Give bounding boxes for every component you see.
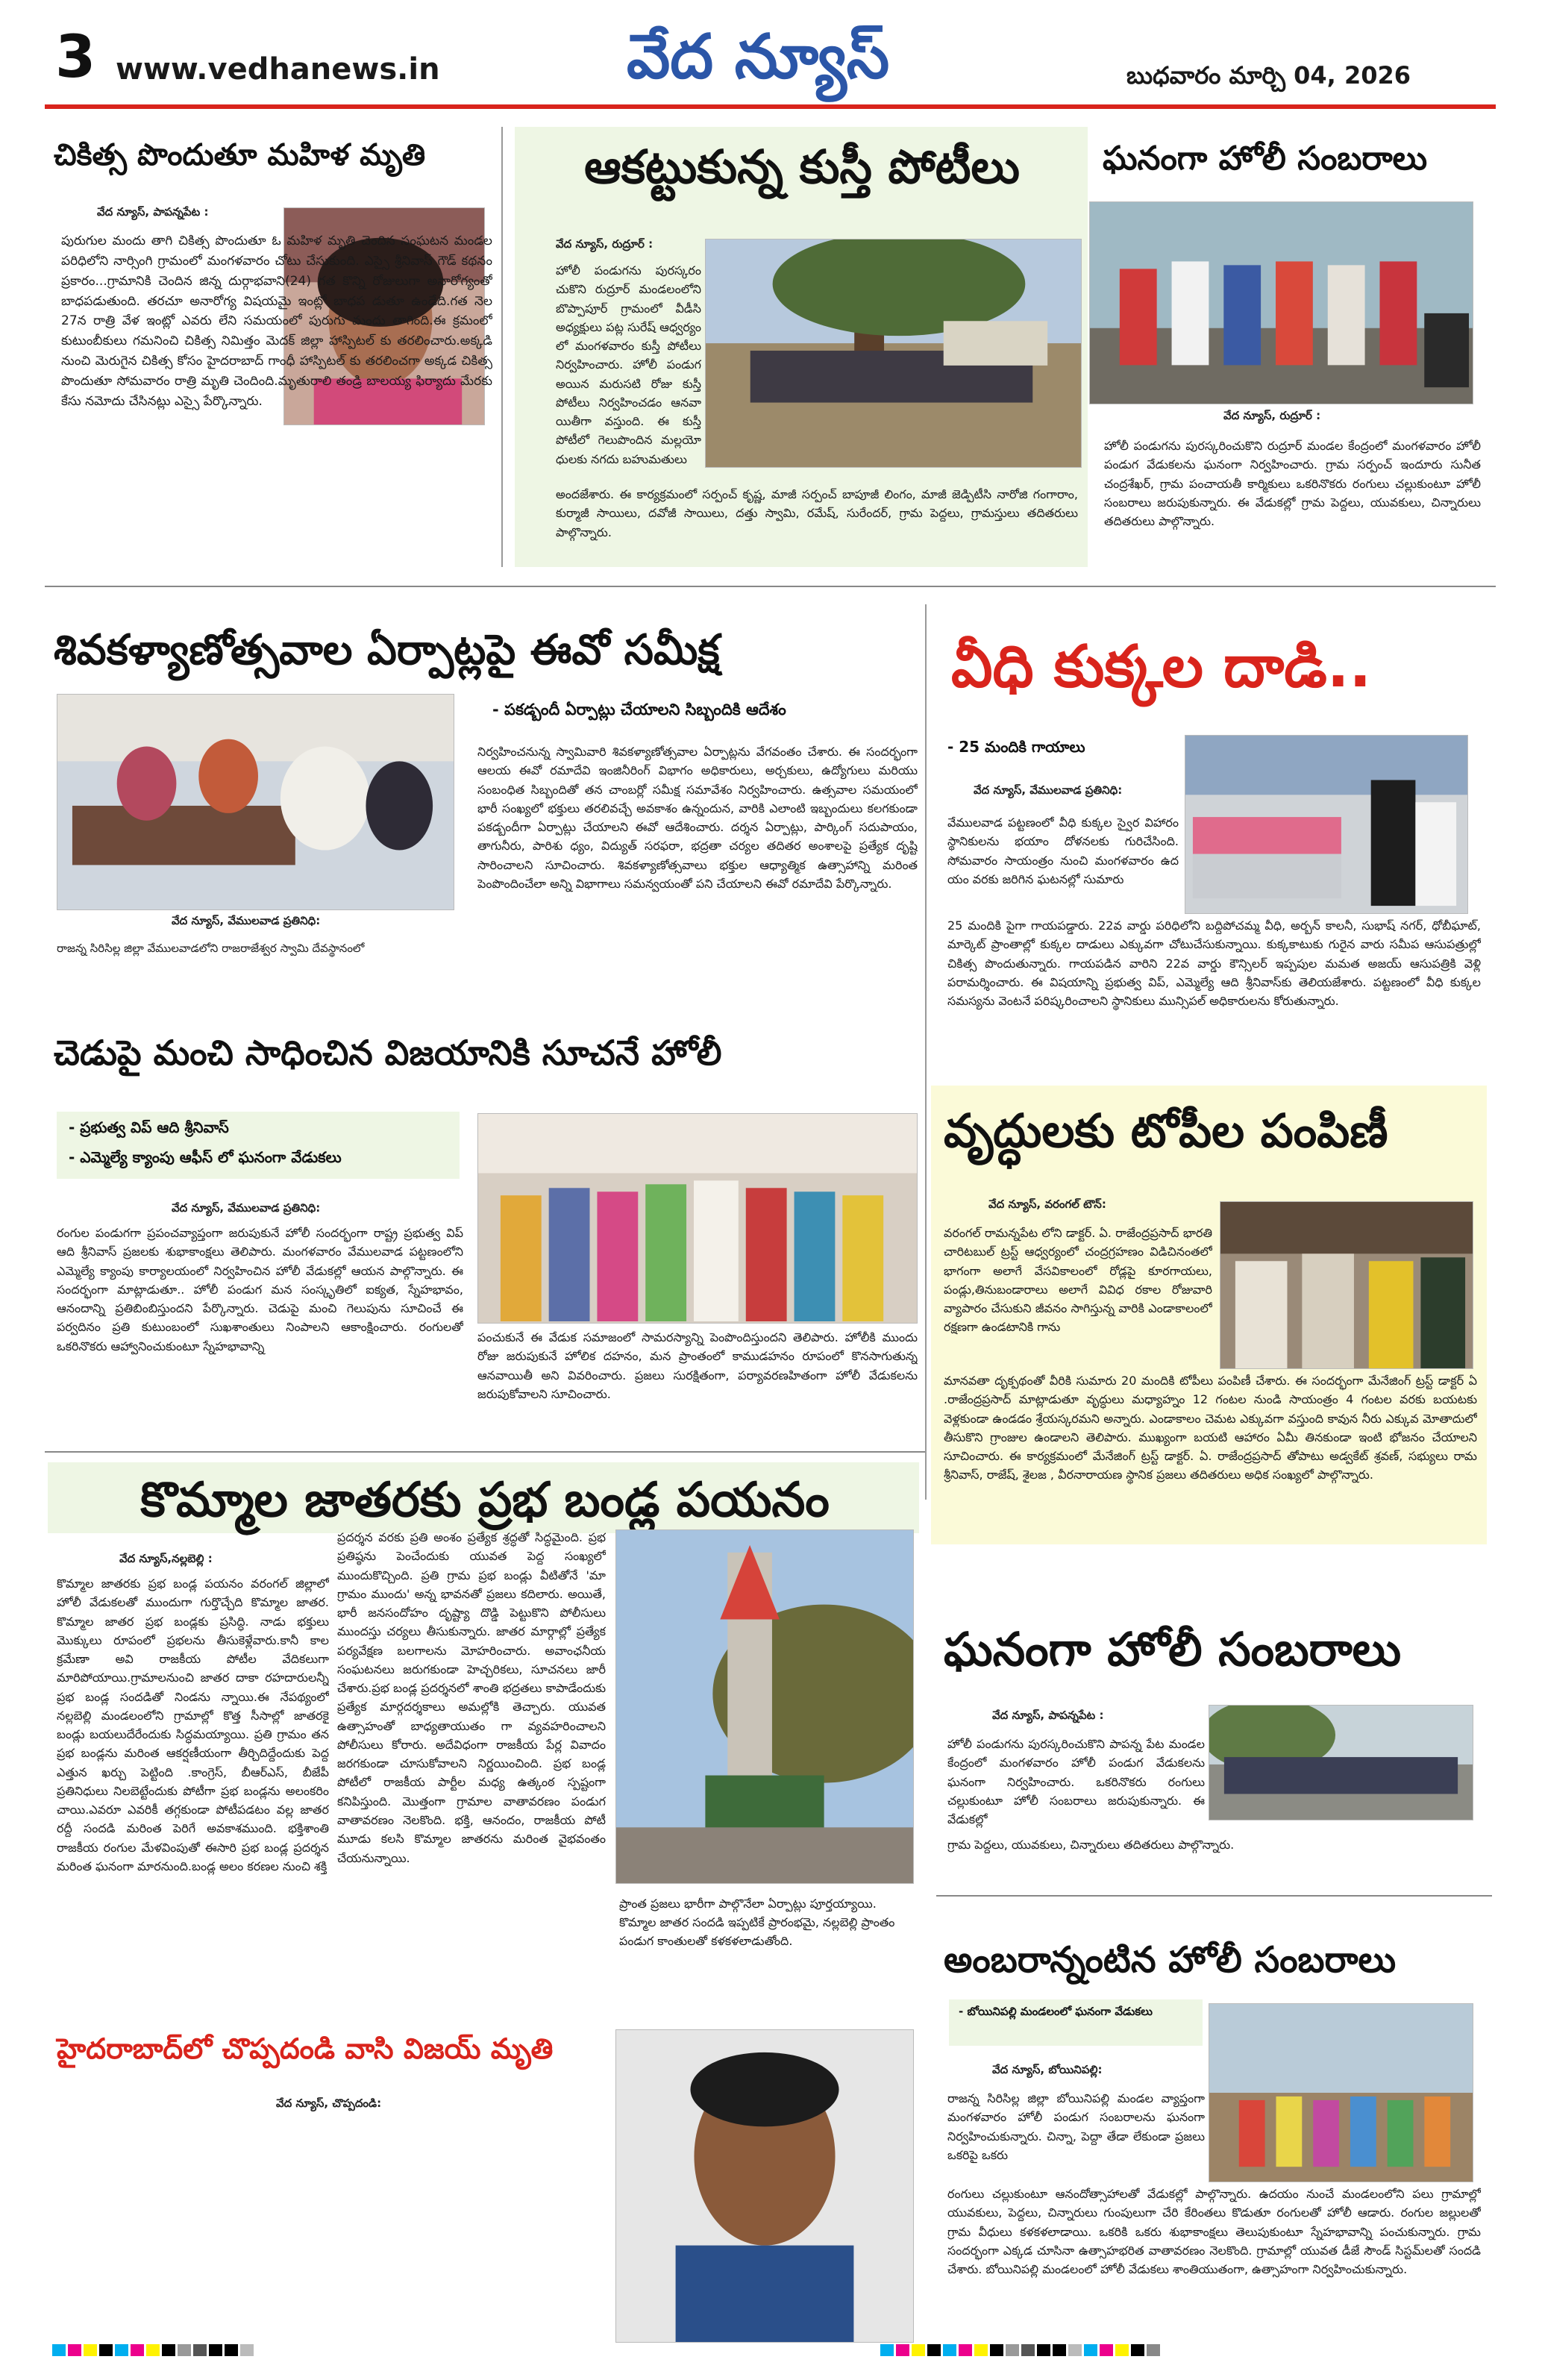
- caps-body-wide: మానవతా దృక్పథంతో వీరికి సుమారు 20 మందికి టోపీలు పంపిణీ చేశారు. ఈ సందర్భంగా మేనేజింగ్ ట్రస్ట్ డాక్టర్ ఏ .రాజేంద్రప్రసాద్ మాట్లాడుతూ వృద్ధులు మధ్యాహ్నం 12 గంటల నుండి సాయంత్రం 4 గంటల వరకు బయటకు వెళ్లకుండా ఉండడం శ్రేయస్కరమని అన్నారు. ఎండాకాలం చెమట ఎక్కువగా వస్తుంది కావున నీరు ఎక్కువ మోతాదులో తీసుకొని గ్రాంజుల ఉండాలని తెలిపారు. ముఖ్యంగా బయటి ఆహారం ఏమీ తినకుండా ఇంటి భోజనం చేయాలని సూచించారు. ఈ కార్యక్రమంలో మేనేజింగ్ ట్రస్ట్ డాక్టర్. ఏ. రాజేంద్రప్రసాద్ తోపాటు అడ్వకేట్ శ్రవణ్, సభ్యులు రామ శ్రీనివాస్, రాజేష్, శైలజ , వీరనారాయణ స్థానిక ప్రజలు తదితరులు అధిక సంఖ్యలో పాల్గొన్నారు.: [944, 1374, 1477, 1482]
- page-number: 3: [55, 24, 96, 91]
- section-divider: [45, 1451, 925, 1453]
- kommala-caption: ప్రాంత ప్రజలు భారీగా పాల్గొనేలా ఏర్పాట్లు పూర్తయ్యాయి. కొమ్మాల జాతర సందడి ఇప్పటికే ప్రారంభమై, నల్లబెల్లి ప్రాంతం పండుగ కాంతులతో కళకళలాడుతోంది.: [619, 1897, 895, 1948]
- dog-attack-headline: వీధి కుక్కల దాడి..: [951, 633, 1372, 701]
- shivakalyanam-headline: శివకళ్యాణోత్సవాల ఏర్పాట్లపై ఈవో సమీక్ష: [54, 626, 720, 674]
- vijay-death-body: [57, 2126, 609, 2339]
- holi-rudrur-headline: ఘనంగా హోలీ సంబరాలు: [1103, 140, 1428, 178]
- vijay-death-headline: హైదరాబాద్‌లో చొప్పదండి వాసి విజయ్ మృతి: [57, 2032, 554, 2065]
- holi-papannapet-body-wide: గ్రామ పెద్దలు, యువకులు, చిన్నారులు తదితరులు పాల్గొన్నారు.: [947, 1838, 1235, 1852]
- wrestling-dateline: వేద న్యూస్, రుద్రూర్ :: [556, 237, 654, 251]
- kommala-prabha-photo: [615, 1529, 914, 1884]
- shivakalyanam-caption: రాజన్న సిరిసిల్ల జిల్లా వేములవాడలోని రాజరాజేశ్వర స్వామి దేవస్థానంలో: [57, 942, 365, 955]
- holi-boinpally-body-narrow: రాజన్న సిరిసిల్ల జిల్లా బోయినిపల్లి మండల వ్యాప్తంగా మంగళవారం హోలీ పండుగ సంబరాలను ఘనంగా నిర్వహించుకున్నారు. చిన్నా, పెద్దా తేడా లేకుండా ప్రజలు ఒకరిపై ఒకరు: [947, 2091, 1205, 2162]
- shivakalyanam-body: నిర్వహించనున్న స్వామివారి శివకళ్యాణోత్సవాల ఏర్పాట్లను వేగవంతం చేశారు. ఈ సందర్భంగా ఆలయ ఈవో రమాదేవి ఇంజినీరింగ్ విభాగం అధికారులు, అర్చకులు, ఉద్యోగులు మరియు సంబంధిత సిబ్బందితో తన చాంబర్లో సమీక్ష సమావేశం నిర్వహించారు. ఉత్సవాల సమయంలో భారీ సంఖ్యలో భక్తులు తరలివచ్చే అవకాశం ఉన్నందున, వారికి ఎలాంటి ఇబ్బందులు కలగకుండా పకడ్బందీగా ఏర్పాట్లు చేయాలని ఈవో ఆదేశించారు. దర్శన ఏర్పాట్లు, పార్కింగ్ సదుపాయం, తాగునీరు, పారిశు ధ్యం, విద్యుత్ సరఫరా, భద్రతా చర్యల తదితర అంశాలపై ప్రత్యేక దృష్టి సారించాలని సూచించారు. శివకళ్యాణోత్సవాలు భక్తుల ఆధ్యాత్మిక ఉత్సాహాన్ని మరింత పెంపొందించేలా అన్ని విభాగాలు సమన్వయంతో పని చేయాలని ఈవో రమాదేవి పేర్కొన్నారు.: [477, 745, 918, 891]
- holi-vemulawada-body-right: పంచుకునే ఈ వేడుక సమాజంలో సామరస్యాన్ని పెంపొందిస్తుందని తెలిపారు. హోలీకి ముందు రోజు జరుపుకునే హోలిక దహనం, మన ప్రాంతంలో కాముడహనం రూపంలో కొనసాగుతున్న ఆనవాయితీ అని వివరించారు. ప్రజలు సురక్షితంగా, పర్యావరణహితంగా హోలీ వేడుకలను జరుపుకోవాలని సూచించారు.: [477, 1330, 918, 1401]
- dog-attack-hospital-photo: [1185, 735, 1468, 914]
- issue-date: బుధవారం మార్చి 04, 2026: [1126, 61, 1411, 90]
- shivakalyanam-photo-dateline: వేద న్యూస్, వేములవాడ ప్రతినిధి:: [172, 914, 321, 927]
- kommala-col1: కొమ్మాల జాతరకు ప్రభ బండ్ల పయనం వరంగల్ జిల్లాలో హోలీ వేడుకలతో ముందుగా గుర్తొచ్చేది కొమ్మాల జాతర. కొమ్మాల జాతర ప్రభ బండ్లకు ప్రసిద్ధి. నాడు భక్తులు మొక్కులు రూపంలో ప్రభలను తీసుకెళ్లేవారు.కానీ కాల క్రమేణా అవి రాజకీయ పోటీల వేదికలుగా మారిపోయాయి.గ్రామాలనుంచి జాతర దాకా రహదారులన్నీ ప్రభ బండ్ల సందడితో నిండను న్నాయి.ఈ నేపథ్యంలో నల్లబెల్లి మండలంలోని గ్రామాల్లో కొత్త సీసాల్లో జాతరకై బండ్లు బయలుదేరేందుకు సిద్ధమయ్యాయి. ప్రతి గ్రామం తన ప్రభ బండ్లను మరింత ఆకర్షణీయంగా తీర్చిదిద్దేందుకు పెద్ద ఎత్తున ఖర్చు పెట్టింది .కాంగ్రెస్, బీఆర్ఎస్, బీజేపీ ప్రతినిధులు నిలబెట్టేందుకు పోటీగా ప్రభ బండ్లను అలంకరిం చాయి.ఎవరూ ఎవరికీ తగ్గకుండా పోటీపడటం వల్ల జాతర రద్దీ సందడి మరింత పెరిగే అవకాశముంది. భక్తిశాంతి రాజకీయ రంగుల మేళవింపుతో ఈసారి ప్రభ బండ్ల ప్రదర్శన మరింత ఘనంగా మారనుంది.బండ్ల అలం కరణల నుంచి శక్తి: [57, 1576, 329, 1873]
- holi-vemulawada-bullet-1: - ప్రభుత్వ విప్ ఆది శ్రీనివాస్: [69, 1118, 229, 1136]
- holi-rudrur-photo-dateline: వేద న్యూస్, రుద్రూర్ :: [1223, 409, 1321, 422]
- wrestling-headline: ఆకట్టుకున్న కుస్తీ పోటీలు: [584, 140, 1020, 194]
- caps-headline: వృద్ధులకు టోపీల పంపిణీ: [944, 1103, 1388, 1158]
- holi-vemulawada-photo: [477, 1113, 918, 1324]
- wrestling-body-bottom: అందజేశారు. ఈ కార్యక్రమంలో సర్పంచ్ కృష్ణ, మాజీ సర్పంచ్ బాపూజీ లింగం, మాజీ జెడ్పిటీసి నారోజి గంగారాం, కుర్మాజీ సాయిలు, దవోజీ సాయిలు, దత్తు స్వామి, రమేష్, సురేందర్, గ్రామ పెద్దలు, గ్రామస్తులు తదితరులు పాల్గొన్నారు.: [556, 487, 1078, 539]
- woman-death-headline: చికిత్స పొందుతూ మహిళ మృతి: [54, 138, 426, 172]
- dog-attack-dateline: వేద న్యూస్, వేములవాడ ప్రతినిధి:: [974, 783, 1123, 797]
- caps-photo: [1220, 1201, 1473, 1369]
- masthead-logo: వేద న్యూస్: [627, 22, 890, 93]
- vijay-portrait-photo: [615, 2029, 914, 2343]
- print-color-bar-right: [880, 2344, 1162, 2356]
- section-divider: [936, 1895, 1492, 1897]
- holi-boinpally-headline: అంబరాన్నంటిన హోలీ సంబరాలు: [944, 1939, 1397, 1981]
- holi-papannapet-photo: [1209, 1705, 1473, 1820]
- holi-vemulawada-body-left: రంగుల పండుగగా ప్రపంచవ్యాప్తంగా జరుపుకునే హోలీ సందర్భంగా రాష్ట్ర ప్రభుత్వ విప్ ఆది శ్రీనివాస్ ప్రజలకు శుభాకాంక్షలు తెలిపారు. మంగళవారం వేములవాడ పట్టణంలోని ఎమ్మెల్యే క్యాంపు కార్యాలయంలో నిర్వహించిన హోలీ వేడుకల్లో ఆయన పాల్గొన్నారు. ఈ సందర్భంగా మాట్లాడుతూ.. హోలీ పండుగ మన సంస్కృతిలో ఐక్యత, స్నేహభావం, ఆనందాన్ని ప్రతిబింబిస్తుందని పేర్కొన్నారు. చెడుపై మంచి గెలుపును సూచించే ఈ పర్వదినం ప్రతి కుటుంబంలో సుఖశాంతులు నింపాలని ఆకాంక్షించారు. రంగులతో ఒకరినొకరు ఆహ్వానించుకుంటూ స్నేహభావాన్ని: [57, 1226, 463, 1353]
- shivakalyanam-subhead: - పకడ్బందీ ఏర్పాట్లు చేయాలని సిబ్బందికి ఆదేశం: [492, 701, 786, 718]
- holi-papannapet-dateline: వేద న్యూస్, పాపన్నపేట :: [992, 1709, 1104, 1722]
- column-divider: [925, 604, 927, 1500]
- holi-papannapet-headline: ఘనంగా హోలీ సంబరాలు: [944, 1622, 1402, 1676]
- holi-rudrur-photo: [1089, 201, 1473, 404]
- caps-body-narrow: వరంగల్ రామన్నపేట లోని డాక్టర్. ఏ. రాజేంద్రప్రసాద్ భారతి చారిటబుల్ ట్రస్ట్ ఆధ్వర్యంలో చంద్రగ్రహణం విడిచినంతలో భాగంగా అలాగే వేసవికాలంలో రోడ్లపై కూరగాయలు, పండ్లు,తినుబండారాలు అలాగే వివిధ రకాల రోజువారి వ్యాపారం చేసుకుని జీవనం సాగిస్తున్న వారికి ఎండాకాలంలో రక్షణగా ఉండటానికి గాను: [944, 1226, 1212, 1335]
- kommala-dateline: వేద న్యూస్,నల్లబెల్లి :: [119, 1552, 213, 1565]
- holi-vemulawada-headline: చెడుపై మంచి సాధించిన విజయానికి సూచనే హోలీ: [54, 1033, 722, 1073]
- woman-death-dateline: వేద న్యూస్, పాపన్నపేట :: [97, 205, 209, 219]
- caps-dateline: వేద న్యూస్, వరంగల్ టౌన్:: [988, 1197, 1106, 1211]
- dog-attack-body-wide: 25 మందికి పైగా గాయపడ్డారు. 22వ వార్డు పరిధిలోని బద్దిపోచమ్మ వీధి, అర్బన్ కాలనీ, సుభాష్ నగర్, ధోబీఘాట్, మార్కెట్ ప్రాంతాల్లో కుక్కల దాడులు ఎక్కువగా చోటుచేసుకున్నాయి. కుక్కకాటుకు గురైన వారు సమీప ఆసుపత్రుల్లో చికిత్స పొందుతున్నారు. గాయపడిన వారిని 22వ వార్డు కౌన్సిలర్ ఇప్పపుల మమత అజయ్ ఆసుపత్రికి వెళ్లి పరామర్శించారు. ఈ విషయాన్ని ప్రభుత్వ విప్, ఎమ్మెల్యే ఆది శ్రీనివాస్‌కు తెలియజేశారు. పట్టణంలో వీధి కుక్కల సమస్యను వెంటనే పరిష్కరించాలని స్థానికులు మున్సిపల్ అధికారులను కోరుతున్నారు.: [947, 918, 1481, 1009]
- holi-vemulawada-dateline: వేద న్యూస్, వేములవాడ ప్రతినిధి:: [172, 1201, 321, 1215]
- shivakalyanam-photo: [57, 694, 454, 910]
- dog-attack-body-narrow: వేములవాడ పట్టణంలో వీధి కుక్కల స్వైర విహారం స్థానికులను భయాం దోళనలకు గురిచేసింది. సోమవారం సాయంత్రం నుంచి మంగళవారం ఉద యం వరకు జరిగిన ఘటనల్లో సుమారు: [947, 815, 1179, 886]
- dog-attack-subhead: - 25 మందికి గాయాలు: [947, 738, 1085, 756]
- vijay-death-dateline: వేద న్యూస్, చొప్పదండి:: [276, 2096, 382, 2110]
- holi-boinpally-photo: [1209, 2003, 1473, 2182]
- holi-rudrur-body: హోలీ పండుగను పురస్కరించుకొని రుద్రూర్ మండల కేంద్రంలో మంగళవారం హోలీ పండుగ వేడుకలను ఘనంగా నిర్వహించారు. గ్రామ సర్పంచ్ ఇందూరు సునీత చంద్రశేఖర్, గ్రామ పంచాయతీ కార్మికులు ఒకరినొకరు రంగులు చల్లుకుంటూ హోలీ సంబరాలు జరుపుకున్నారు. ఈ వేడుకల్లో గ్రామ పెద్దలు, యువకులు, చిన్నారులు తదితరులు పాల్గొన్నారు.: [1104, 439, 1481, 529]
- holi-vemulawada-bullet-2: - ఎమ్మెల్యే క్యాంపు ఆఫీస్ లో ఘనంగా వేడుకలు: [69, 1148, 342, 1166]
- holi-boinpally-bullet: - బోయినిపల్లి మండలంలో ఘనంగా వేడుకలు: [959, 2005, 1153, 2018]
- woman-death-body: పురుగుల మందు తాగి చికిత్స పొందుతూ ఓ మహిళ మృతి చెందిన సంఘటన మండల పరిధిలోని నార్సింగి గ్రామంలో మంగళవారం చోటు చేసుకుంది. ఎస్సై శ్రీనివాస్ గౌడ్ కథనం ప్రకారం...గ్రామానికి చెందిన జిన్న దుర్గాభవాని(24) గత కొన్ని రోజులుగా అనారోగ్యంతో బాధపడుతుంది. తరచూ అనారోగ్య విషయమై ఇంట్లో బాధప డుతూ ఉండేది.గత నెల 27న రాత్రి వేళ ఇంట్లో ఎవరు లేని సమయంలో పురుగు మందు తాగింది.ఈ క్రమంలో కుటుంబీకులు గమనించి చికిత్స నిమిత్తం మెదక్ జిల్లా హాస్పిటల్ కు తరలించారు.అక్కడి నుంచి మెరుగైన చికిత్స కోసం హైదరాబాద్ గాంధీ హాస్పిటల్ కు తరలించగా అక్కడ చికిత్స పొందుతూ సోమవారం రాత్రి మృతి చెందింది.మృతురాలి తండ్రి బాలయ్య ఫిర్యాదు మేరకు కేసు నమోదు చేసినట్లు ఎస్సై పేర్కొన్నారు.: [61, 234, 492, 409]
- section-divider: [45, 586, 1496, 587]
- wrestling-photo: [705, 239, 1082, 468]
- kommala-headline: కొమ్మాల జాతరకు ప్రభ బండ్ల పయనం: [140, 1473, 830, 1528]
- holi-boinpally-dateline: వేద న్యూస్, బోయినిపల్లి:: [992, 2063, 1103, 2076]
- kommala-col2: ప్రదర్శన వరకు ప్రతి అంశం ప్రత్యేక శ్రద్ధతో సిద్ధమైంది. ప్రభ ప్రతిష్ఠను పెంచేందుకు యువత పెద్ద సంఖ్యలో ముందుకొచ్చింది. ప్రతి గ్రామ ప్రభ బండ్లు వీటితోనే 'మా గ్రామం ముందు' అన్న భావనతో ప్రజలు కదిలారు. అయితే, భారీ జనసందోహం దృష్ట్యా దొడ్డి పెట్టుకొని పోలీసులు ముందస్తు చర్యలు తీసుకున్నారు. జాతర మార్గాల్లో ప్రత్యేక పర్యవేక్షణ బలగాలను మోహరించారు. అవాంఛనీయ సంఘటనలు జరుగకుండా హెచ్చరికలు, సూచనలు జారీ చేశారు.ప్రభ బండ్ల ప్రదర్శనలో శాంతి భద్రతలు కాపాడేందుకు ప్రత్యేక మార్గదర్శకాలు అమల్లోకి తెచ్చారు. యువత ఉత్సాహంతో బాధ్యతాయుతం గా వ్యవహరించాలని పోలీసులు కోరారు. అదేవిధంగా రాజకీయ పేర్ల వివాదం జరగకుండా చూసుకోవాలని నిర్ణయించింది. ప్రభ బండ్ల పోటీలో రాజకీయ పార్టీల మధ్య ఉత్కంఠ స్పష్టంగా కనిపిస్తుంది. మొత్తంగా గ్రామాల వాతావరణం పండుగ వాతావరణం నెలకొంది. భక్తి, ఆనందం, రాజకీయ పోటీ మూడు కలసి కొమ్మాల జాతరను మరింత వైభవంతం చేయనున్నాయి.: [337, 1530, 606, 1865]
- wrestling-body-top: హోలీ పండుగను పురస్కరం చుకొని రుద్రూర్ మండలంలోని బొప్పాపూర్ గ్రామంలో వీడీసి అధ్యక్షులు పట్ల సురేష్ ఆధ్వర్యం లో మంగళవారం కుస్తీ పోటీలు నిర్వహించారు. హోలీ పండుగ అయిన మరుసటి రోజు కుస్తీ పోటీలు నిర్వహించడం ఆనవా యితీగా వస్తుంది. ఈ కుస్తీ పోటీలో గెలుపొందిన మల్లయో ధులకు నగదు బహుమతులు: [556, 263, 701, 466]
- website-url[interactable]: www.vedhanews.in: [116, 52, 440, 87]
- column-divider: [501, 127, 503, 567]
- holi-boinpally-body-wide: రంగులు చల్లుకుంటూ ఆనందోత్సాహాలతో వేడుకల్లో పాల్గొన్నారు. ఉదయం నుంచే మండలంలోని పలు గ్రామాల్లో యువకులు, పెద్దలు, చిన్నారులు గుంపులుగా చేరి కేరింతలు కొడుతూ రంగులతో హోలీ ఆడారు. రంగుల జల్లులతో గ్రామ వీధులు కళకళలాడాయి. ఒకరికి ఒకరు శుభాకాంక్షలు తెలుపుకుంటూ స్నేహభావాన్ని పంచుకున్నారు. గ్రామ సందర్భంగా ఎక్కడ చూసినా ఉత్సాహభరిత వాతావరణం నెలకొంది. గ్రామాల్లో యువత డీజే సౌండ్ సిస్టమ్‌లతో సందడి చేశారు. బోయినిపల్లి మండలంలో హోలీ వేడుకలు శాంతియుతంగా, ఉత్సాహంగా నిర్వహించుకున్నారు.: [947, 2187, 1481, 2277]
- print-color-bar-left: [52, 2344, 256, 2356]
- masthead-rule: [45, 104, 1496, 109]
- holi-papannapet-body-narrow: హోలీ పండుగను పురస్కరించుకొని పాపన్న పేట మండల కేంద్రంలో మంగళవారం హోలీ పండుగ వేడుకలను ఘనంగా నిర్వహించారు. ఒకరినొకరు రంగులు చల్లుకుంటూ హోలీ సంబరాలు జరుపుకున్నారు. ఈ వేడుకల్లో: [947, 1737, 1205, 1827]
